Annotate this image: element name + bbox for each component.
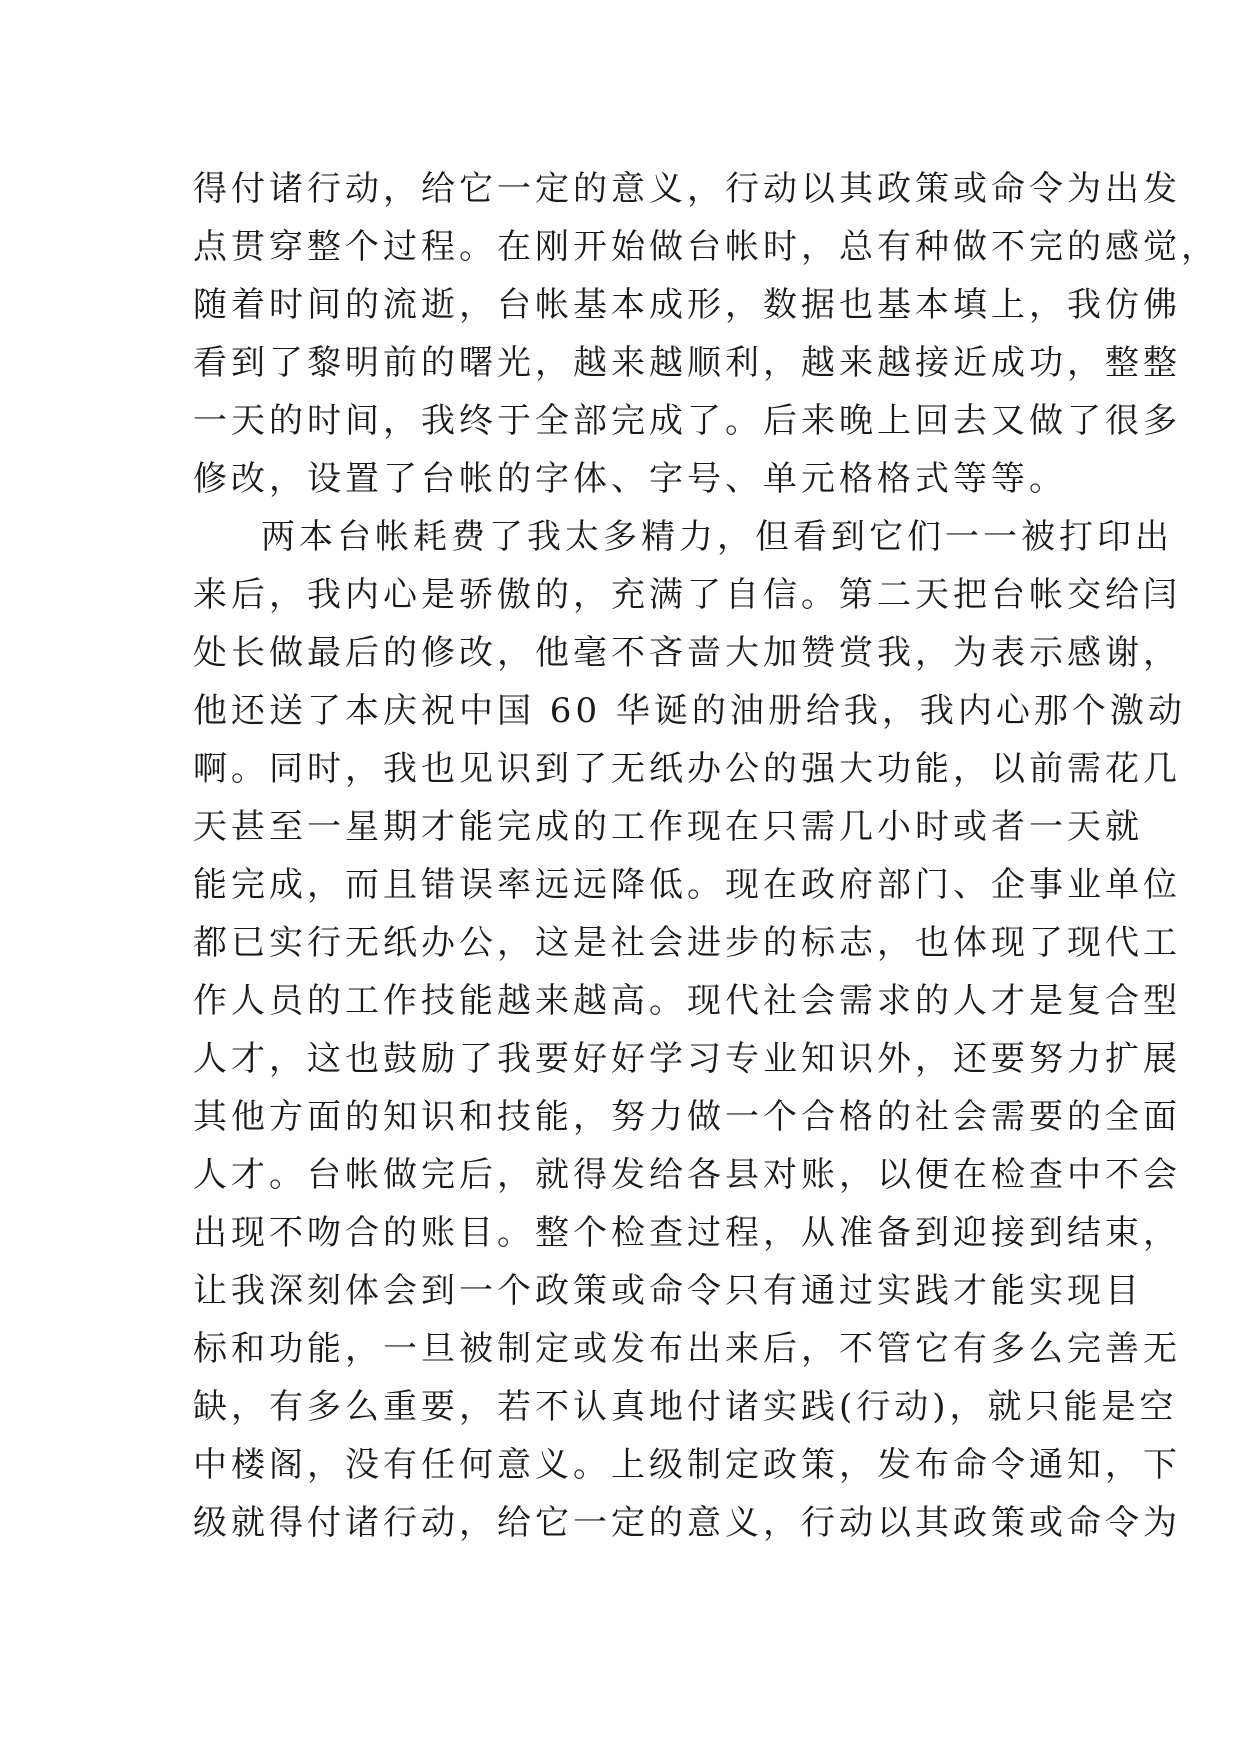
text-line: 出现不吻合的账目。整个检查过程，从准备到迎接到结束， [193, 1213, 1181, 1253]
text-line: 随着时间的流逝，台帐基本成形，数据也基本填上，我仿佛 [193, 285, 1181, 325]
body-text [193, 160, 1219, 1552]
text-line: 处长做最后的修改，他毫不吝啬大加赞赏我，为表示感谢， [193, 633, 1181, 673]
text-line: 让我深刻体会到一个政策或命令只有通过实践才能实现目 [193, 1271, 1143, 1311]
text-line: 修改，设置了台帐的字体、字号、单元格格式等等。 [193, 459, 1067, 499]
text-line: 人才。台帐做完后，就得发给各县对账，以便在检查中不会 [193, 1155, 1181, 1195]
text-line: 缺，有多么重要，若不认真地付诸实践(行动)，就只能是空 [193, 1387, 1178, 1427]
paragraph-1 [193, 160, 1219, 508]
text-line: 一天的时间，我终于全部完成了。后来晚上回去又做了很多 [193, 401, 1181, 441]
text-line: 标和功能，一旦被制定或发布出来后，不管它有多么完善无 [193, 1329, 1181, 1369]
text-line: 看到了黎明前的曙光，越来越顺利，越来越接近成功，整整 [193, 343, 1181, 383]
text-line: 他还送了本庆祝中国 60 华诞的油册给我，我内心那个激动 [193, 691, 1186, 731]
text-line: 点贯穿整个过程。在刚开始做台帐时，总有种做不完的感觉， [193, 227, 1219, 267]
text-line: 作人员的工作技能越来越高。现代社会需求的人才是复合型 [193, 981, 1181, 1021]
text-line: 得付诸行动，给它一定的意义，行动以其政策或命令为出发 [193, 169, 1181, 209]
text-line: 其他方面的知识和技能，努力做一个合格的社会需要的全面 [193, 1097, 1181, 1137]
text-line: 两本台帐耗费了我太多精力，但看到它们一一被打印出 [261, 517, 1173, 557]
text-line: 级就得付诸行动，给它一定的意义，行动以其政策或命令为 [193, 1503, 1181, 1543]
text-line: 中楼阁，没有任何意义。上级制定政策，发布命令通知，下 [193, 1445, 1181, 1485]
text-line: 人才，这也鼓励了我要好好学习专业知识外，还要努力扩展 [193, 1039, 1181, 1079]
text-line: 能完成，而且错误率远远降低。现在政府部门、企事业单位 [193, 865, 1181, 905]
paragraph-2 [193, 508, 1186, 1552]
text-line: 都已实行无纸办公，这是社会进步的标志，也体现了现代工 [193, 923, 1181, 963]
text-line: 来后，我内心是骄傲的，充满了自信。第二天把台帐交给闫 [193, 575, 1181, 615]
text-line: 啊。同时，我也见识到了无纸办公的强大功能，以前需花几 [193, 749, 1181, 789]
text-line: 天甚至一星期才能完成的工作现在只需几小时或者一天就 [193, 807, 1143, 847]
